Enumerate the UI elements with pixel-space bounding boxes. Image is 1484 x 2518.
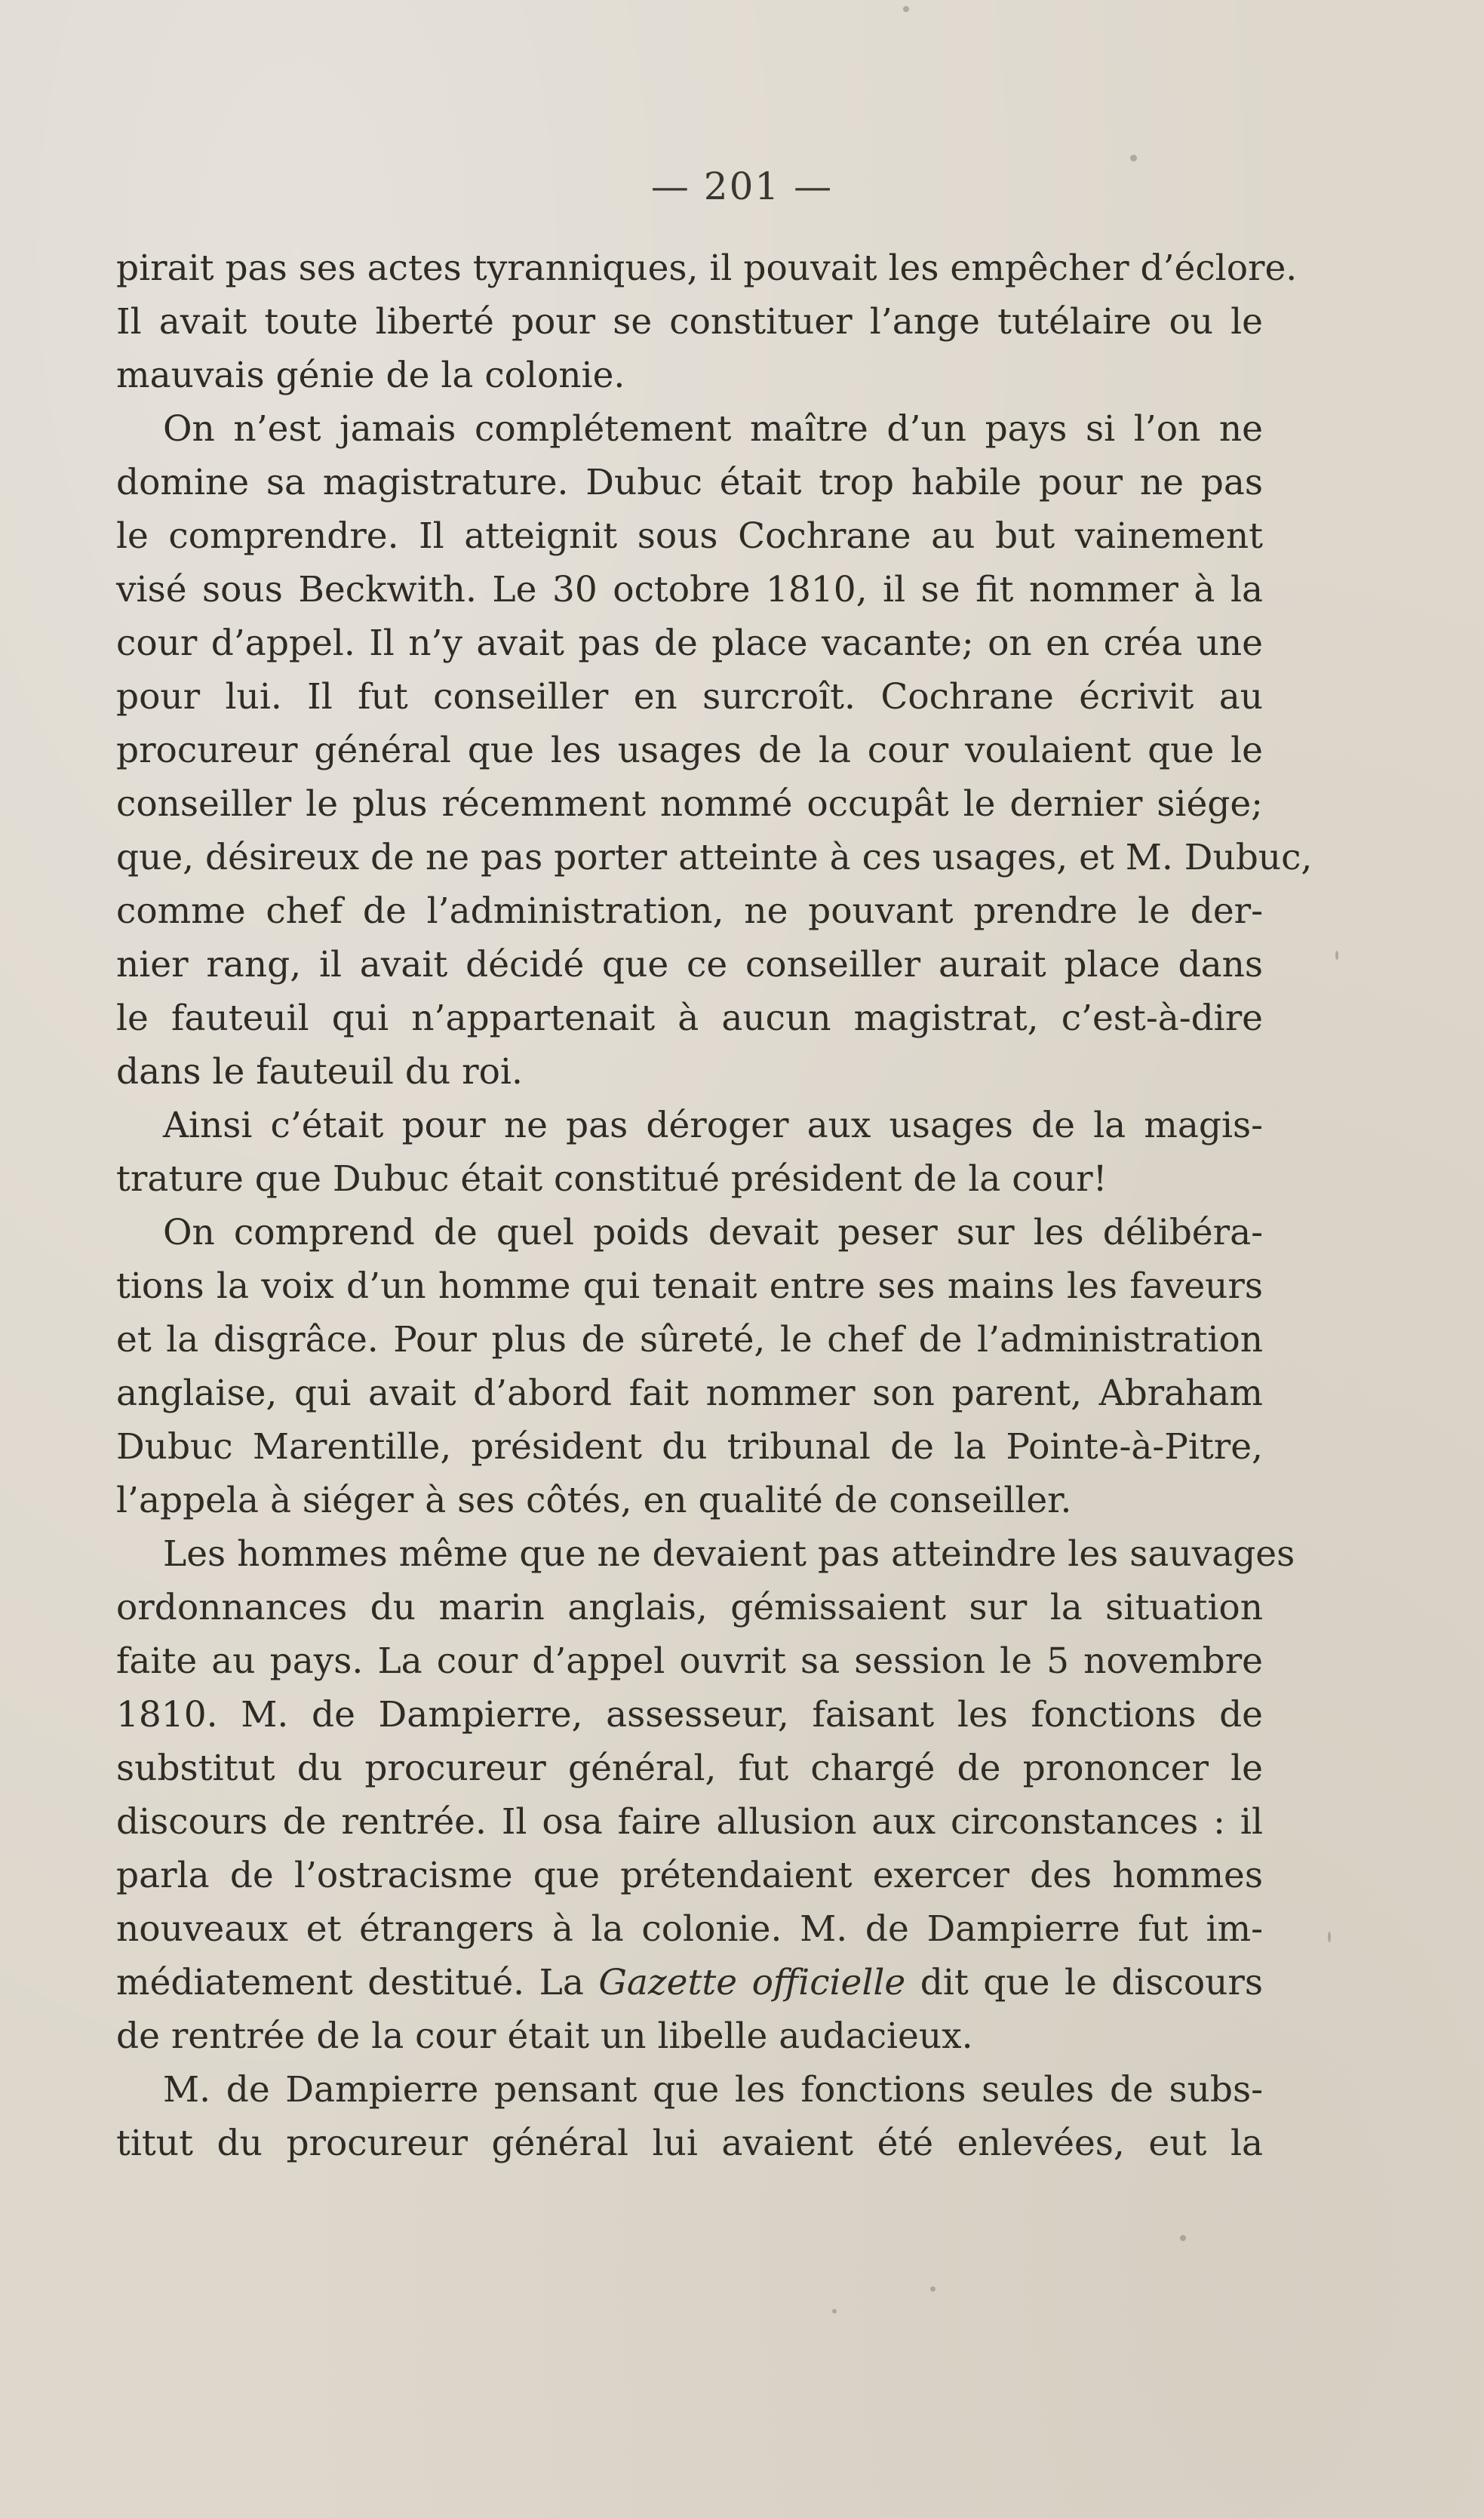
text-line: Ainsi c’était pour ne pas déroger aux usages de la magis-: [163, 1105, 1263, 1146]
paper-speck: [1130, 155, 1137, 161]
text-line: On comprend de quel poids devait peser sur les délibéra-: [163, 1212, 1263, 1253]
text-line: l’appela à siéger à ses côtés, en qualité de conseiller.: [116, 1480, 1072, 1521]
text-line: parla de l’ostracisme que prétendaient exercer des hommes: [116, 1855, 1263, 1896]
paper-speck: [930, 2286, 936, 2292]
text-line: titut du procureur général lui avaient été enlevées, eut la: [116, 2123, 1263, 2164]
paper-speck: [832, 2309, 837, 2314]
paper-speck: [1328, 1932, 1331, 1942]
text-line: M. de Dampierre pensant que les fonctions seules de subs-: [163, 2069, 1263, 2111]
text-line: discours de rentrée. Il osa faire allusion aux circonstances : il: [116, 1801, 1263, 1843]
text-line: substitut du procureur général, fut chargé de prononcer le: [116, 1748, 1263, 1789]
text-line: faite au pays. La cour d’appel ouvrit sa session le 5 novembre: [116, 1640, 1263, 1682]
text-line: comme chef de l’administration, ne pouvant prendre le der-: [116, 890, 1263, 932]
text-line: le comprendre. Il atteignit sous Cochrane au but vainement: [116, 515, 1263, 557]
text-line: que, désireux de ne pas porter atteinte à ces usages, et M. Dubuc,: [116, 837, 1313, 878]
text-line: le fauteuil qui n’appartenait à aucun magistrat, c’est-à-dire: [116, 998, 1263, 1039]
text-line: nouveaux et étrangers à la colonie. M. de Dampierre fut im-: [116, 1908, 1263, 1950]
newspaper-title: Gazette officielle: [598, 1962, 906, 2003]
text-line: cour d’appel. Il n’y avait pas de place vacante; on en créa une: [116, 623, 1263, 664]
text-line: pour lui. Il fut conseiller en surcroît. Cochrane écrivit au: [116, 676, 1263, 718]
page-number: — 201 —: [650, 164, 834, 208]
text-line: conseiller le plus récemment nommé occupât le dernier siége;: [116, 783, 1263, 825]
text-line: Les hommes même que ne devaient pas atteindre les sauvages: [163, 1533, 1295, 1575]
text-line: On n’est jamais complétement maître d’un pays si l’on ne: [163, 408, 1263, 450]
text-line: 1810. M. de Dampierre, assesseur, faisant les fonctions de: [116, 1694, 1263, 1736]
text-line: pirait pas ses actes tyranniques, il pouvait les empêcher d’éclore.: [116, 247, 1298, 289]
text-line: mauvais génie de la colonie.: [116, 355, 625, 396]
text-line: nier rang, il avait décidé que ce conseiller aurait place dans: [116, 944, 1263, 985]
paper-speck: [1335, 951, 1338, 960]
text-fragment: médiatement destitué. La: [116, 1962, 584, 2003]
text-line: Il avait toute liberté pour se constituer l’ange tutélaire ou le: [116, 301, 1263, 343]
text-line: visé sous Beckwith. Le 30 octobre 1810, il se fit nommer à la: [116, 569, 1263, 610]
text-line: de rentrée de la cour était un libelle audacieux.: [116, 2015, 973, 2057]
text-line: et la disgrâce. Pour plus de sûreté, le chef de l’administration: [116, 1319, 1263, 1360]
paper-speck: [1180, 2235, 1186, 2241]
text-line: ordonnances du marin anglais, gémissaient sur la situation: [116, 1587, 1263, 1628]
body-text: [116, 241, 1313, 2170]
text-line: anglaise, qui avait d’abord fait nommer son parent, Abraham: [116, 1373, 1263, 1414]
text-line: domine sa magistrature. Dubuc était trop habile pour ne pas: [116, 462, 1263, 503]
paper-speck: [903, 6, 909, 12]
text-line: [116, 1956, 1263, 2009]
text-line: tions la voix d’un homme qui tenait entre ses mains les faveurs: [116, 1265, 1263, 1307]
text-line: procureur général que les usages de la cour voulaient que le: [116, 730, 1263, 771]
text-fragment: dit que le discours: [920, 1962, 1263, 2003]
text-line: Dubuc Marentille, président du tribunal de la Pointe-à-Pitre,: [116, 1426, 1263, 1468]
text-line: dans le fauteuil du roi.: [116, 1051, 523, 1093]
text-line: trature que Dubuc était constitué président de la cour!: [116, 1158, 1108, 1200]
